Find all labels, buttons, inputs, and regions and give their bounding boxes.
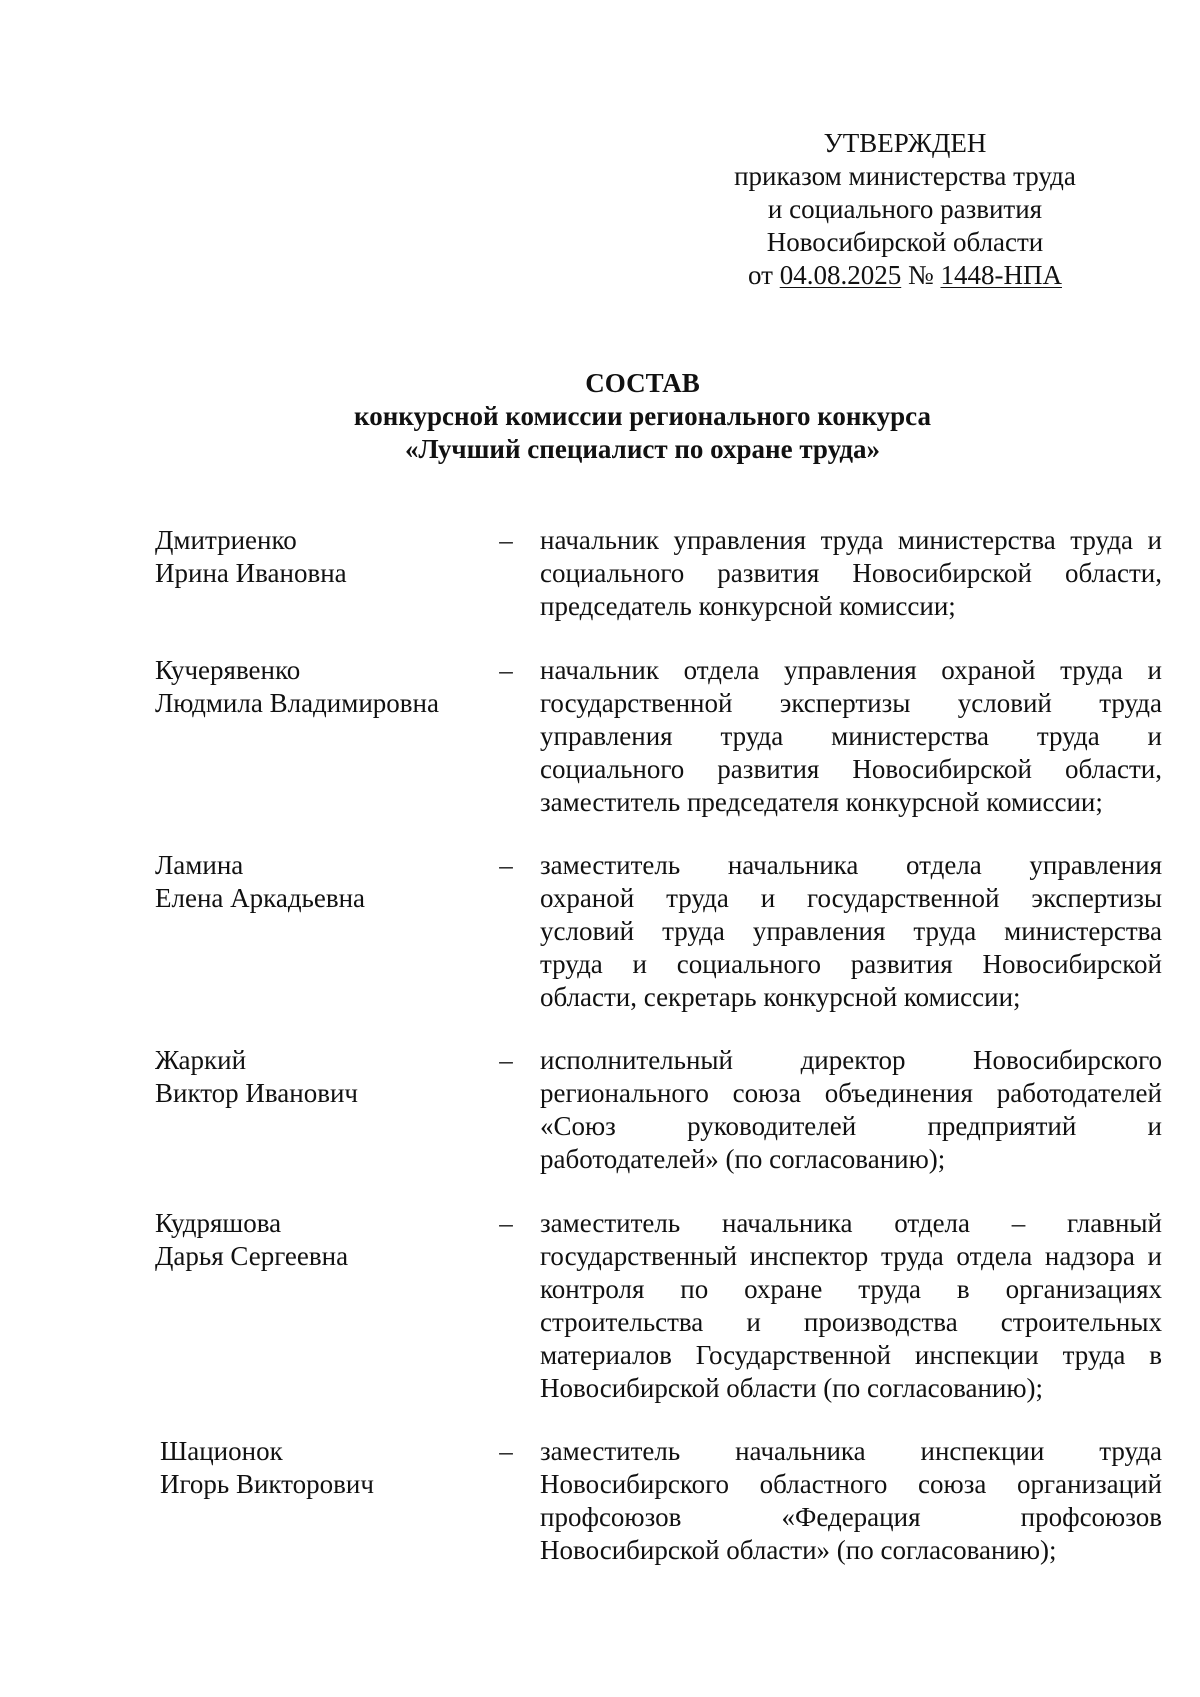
- member-surname: Шационок: [160, 1436, 283, 1466]
- member-surname: Ламина: [155, 850, 244, 880]
- member-description: [540, 524, 1162, 623]
- member-name: [155, 524, 475, 590]
- approval-date: 04.08.2025: [779, 260, 902, 290]
- member-description-line: заместитель начальника отдела управления: [540, 850, 1162, 880]
- member-dash: –: [499, 1045, 513, 1075]
- member-description-line: управления труда министерства труда и: [540, 721, 1162, 751]
- member-description-line: работодателей» (по согласованию);: [540, 1144, 946, 1174]
- member-name: [155, 849, 475, 915]
- member-description-line: заместитель начальника инспекции труда: [540, 1436, 1162, 1466]
- member-description-line: «Союз руководителей предприятий и: [540, 1111, 1162, 1141]
- member-description-line: условий труда управления труда министерства: [540, 916, 1162, 946]
- member-description-line: исполнительный директор Новосибирского: [540, 1045, 1162, 1075]
- member-description: [540, 1207, 1162, 1405]
- member-dash: –: [499, 525, 513, 555]
- member-description: [540, 654, 1162, 819]
- approval-title: УТВЕРЖДЕН: [823, 128, 987, 158]
- member-surname: Дмитриенко: [155, 525, 297, 555]
- member-given-names: Виктор Иванович: [155, 1078, 359, 1108]
- member-description-line: начальник управления труда министерства труда и: [540, 525, 1162, 555]
- member-description-line: социального развития Новосибирской области,: [540, 754, 1162, 784]
- approval-ministry-line: и социального развития: [767, 194, 1043, 224]
- member-description-line: председатель конкурсной комиссии;: [540, 591, 956, 621]
- approval-order-line: приказом министерства труда: [734, 161, 1076, 191]
- member-description-line: заместитель председателя конкурсной комиссии;: [540, 787, 1103, 817]
- member-name: [155, 654, 475, 720]
- member-description-line: Новосибирской области» (по согласованию);: [540, 1535, 1057, 1565]
- member-description-line: заместитель начальника отдела – главный: [540, 1208, 1162, 1238]
- member-description-line: материалов Государственной инспекции труда в: [540, 1340, 1162, 1370]
- member-given-names: Игорь Викторович: [160, 1469, 374, 1499]
- member-description-line: Новосибирской области (по согласованию);: [540, 1373, 1044, 1403]
- member-dash: –: [499, 850, 513, 880]
- member-description-line: профсоюзов «Федерация профсоюзов: [540, 1502, 1162, 1532]
- member-given-names: Дарья Сергеевна: [155, 1241, 349, 1271]
- member-given-names: Елена Аркадьевна: [155, 883, 366, 913]
- approval-region-line: Новосибирской области: [766, 227, 1044, 257]
- member-description-line: регионального союза объединения работодателей: [540, 1078, 1162, 1108]
- member-surname: Жаркий: [155, 1045, 247, 1075]
- member-description: [540, 1435, 1162, 1567]
- member-name: [155, 1044, 475, 1110]
- member-name: [155, 1207, 475, 1273]
- approval-number: 1448-НПА: [940, 260, 1062, 290]
- member-dash: –: [499, 655, 513, 685]
- member-given-names: Ирина Ивановна: [155, 558, 347, 588]
- member-given-names: Людмила Владимировна: [155, 688, 439, 718]
- member-description-line: строительства и производства строительных: [540, 1307, 1162, 1337]
- member-description-line: социального развития Новосибирской области,: [540, 558, 1162, 588]
- heading-contest-name: «Лучший специалист по охране труда»: [404, 434, 881, 464]
- member-description-line: области, секретарь конкурсной комиссии;: [540, 982, 1021, 1012]
- member-description-line: государственной экспертизы условий труда: [540, 688, 1162, 718]
- heading-subtitle: конкурсной комиссии регионального конкурса: [354, 401, 931, 431]
- member-description-line: начальник отдела управления охраной труда и: [540, 655, 1162, 685]
- member-description-line: охраной труда и государственной экспертизы: [540, 883, 1162, 913]
- member-description-line: Новосибирского областного союза организаций: [540, 1469, 1162, 1499]
- approval-number-sign: №: [907, 260, 934, 290]
- approval-date-prefix: от: [748, 260, 773, 290]
- member-description: [540, 849, 1162, 1014]
- member-dash: –: [499, 1208, 513, 1238]
- member-description-line: труда и социального развития Новосибирской: [540, 949, 1162, 979]
- member-description-line: контроля по охране труда в организациях: [540, 1274, 1162, 1304]
- heading-title: СОСТАВ: [585, 368, 700, 398]
- member-name: [160, 1435, 480, 1501]
- member-surname: Кудряшова: [155, 1208, 282, 1238]
- member-description: [540, 1044, 1162, 1176]
- member-dash: –: [499, 1436, 513, 1466]
- member-description-line: государственный инспектор труда отдела надзора и: [540, 1241, 1162, 1271]
- member-surname: Кучерявенко: [155, 655, 301, 685]
